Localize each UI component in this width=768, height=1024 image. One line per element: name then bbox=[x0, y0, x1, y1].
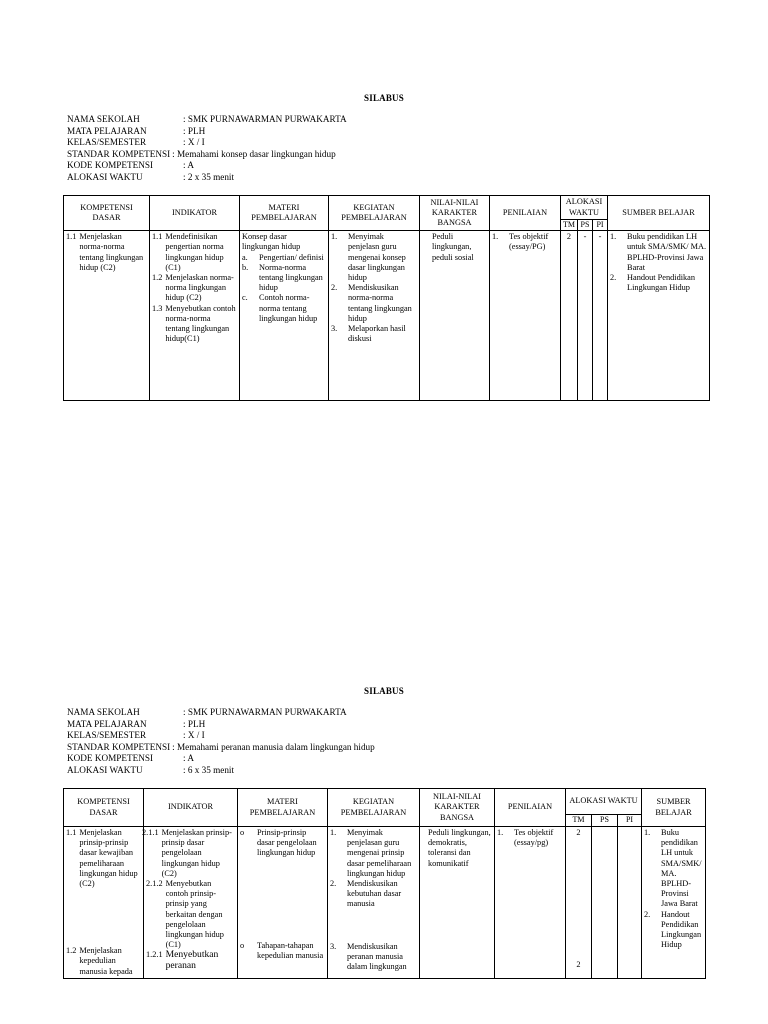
item-number: 3. bbox=[330, 941, 337, 951]
meta-row-subject bbox=[67, 719, 375, 731]
cell-tm: 2 bbox=[561, 231, 578, 401]
list-item bbox=[146, 950, 235, 970]
list-item bbox=[146, 879, 235, 950]
page-title: SILABUS bbox=[364, 93, 404, 103]
item-number: 2. bbox=[330, 879, 337, 889]
item-text: Menyebutkan contoh norma-norma tentang lingkungan hidup(C1) bbox=[165, 303, 236, 344]
header-kompetensi: KOMPETENSI DASAR bbox=[64, 789, 144, 827]
list-item bbox=[240, 941, 325, 961]
item-text: Handout Pendidikan Lingkungan Hidup bbox=[661, 909, 702, 950]
item-number: b. bbox=[242, 262, 249, 272]
list-item bbox=[610, 232, 707, 273]
header-materi: MATERI PEMBELAJARAN bbox=[240, 196, 329, 231]
item-text: Prinsip-prinsip dasar pengelolaan lingkungan hidup bbox=[257, 828, 317, 858]
meta-value: : 2 x 35 menit bbox=[183, 171, 235, 182]
meta-value: : SMK PURNAWARMAN PURWAKARTA bbox=[183, 707, 347, 717]
list-item bbox=[644, 828, 703, 910]
kd-number: 1.2 bbox=[66, 946, 77, 956]
item-text: Norma-norma tentang lingkungan hidup bbox=[259, 262, 323, 293]
tm-value: 2 bbox=[576, 960, 581, 970]
item-text: Mendiskusikan norma-norma tentang lingkungan hidup bbox=[348, 283, 412, 323]
item-text: Melaporkan hasil diskusi bbox=[348, 324, 406, 344]
item-text: Mendiskusikan kebutuhan dasar manusia bbox=[347, 879, 402, 909]
list-item bbox=[152, 304, 237, 345]
item-text: Menjelaskan norma-norma lingkungan hidup (C2) bbox=[165, 273, 234, 303]
meta-value: : X / I bbox=[183, 730, 205, 741]
header-kompetensi: KOMPETENSI DASAR bbox=[64, 196, 150, 231]
header-penilaian: PENILAIAN bbox=[490, 196, 561, 231]
header-ps: PS bbox=[578, 220, 593, 231]
item-text: Tes objektif (essay/PG) bbox=[509, 232, 549, 252]
cell-nilai bbox=[420, 231, 490, 401]
meta-row-subject bbox=[67, 126, 347, 138]
item-number: 1. bbox=[330, 828, 337, 837]
cell-pi bbox=[618, 827, 642, 979]
list-item bbox=[331, 283, 417, 324]
cell-materi bbox=[240, 231, 329, 401]
materi-intro: Konsep dasar lingkungan hidup bbox=[242, 232, 301, 252]
meta-label: MATA PELAJARAN bbox=[67, 718, 147, 729]
header-tm: TM bbox=[566, 815, 592, 827]
list-item bbox=[142, 828, 235, 879]
bullet-icon: o bbox=[240, 828, 245, 837]
bullet-icon: o bbox=[240, 940, 245, 950]
meta-block bbox=[67, 114, 347, 184]
item-text: Mendefinisikan pengertian norma lingkungan hidup (C1) bbox=[165, 232, 224, 272]
list-item bbox=[242, 263, 326, 294]
item-text: Mendiskusikan peranan manusia dalam lingkungan bbox=[347, 941, 407, 972]
table-row bbox=[64, 827, 706, 979]
meta-label: ALOKASI WAKTU bbox=[67, 764, 143, 775]
item-number: 2.1.1 bbox=[142, 828, 159, 837]
meta-value: : SMK PURNAWARMAN PURWAKARTA bbox=[183, 114, 347, 124]
meta-label: STANDAR KOMPETENSI bbox=[67, 148, 171, 159]
meta-value: : Memahami peranan manusia dalam lingkungan hidup bbox=[172, 741, 375, 752]
meta-label: KODE KOMPETENSI bbox=[67, 753, 154, 764]
header-ps: PS bbox=[592, 815, 618, 827]
item-text: Buku pendidikan LH untuk SMA/SMK/ MA. BPLHD-Provinsi Jawa Barat bbox=[627, 232, 707, 272]
meta-value: : A bbox=[183, 160, 194, 171]
tm-value: 2 bbox=[576, 828, 581, 837]
syllabus-table bbox=[63, 195, 710, 401]
kd-text: Menjelaskan kepedulian manusia kepada bbox=[79, 946, 133, 976]
meta-value: : PLH bbox=[183, 718, 206, 729]
kd-text: Menjelaskan prinsip-prinsip dasar kewajiban pemeliharaan lingkungan hidup (C2) bbox=[79, 828, 138, 889]
header-pi: PI bbox=[593, 220, 608, 231]
item-text: Menyimak penjelasan guru mengenai prinsip dasar pemeliharaan lingkungan hidup bbox=[347, 828, 412, 878]
item-text: Contoh norma-norma tentang lingkungan hidup bbox=[259, 293, 318, 323]
list-item bbox=[497, 828, 563, 848]
kd-text: Menjelaskan norma-norma tentang lingkungan hidup (C2) bbox=[79, 232, 144, 272]
page-title: SILABUS bbox=[364, 686, 404, 696]
header-kegiatan: KEGIATAN PEMBELAJARAN bbox=[329, 196, 420, 231]
item-text: Menyebutkan contoh prinsip-prinsip yang berkaitan dengan pengelolaan lingkungan hidup (C1) bbox=[165, 879, 224, 950]
header-penilaian: PENILAIAN bbox=[495, 789, 566, 827]
header-kegiatan: KEGIATAN PEMBELAJARAN bbox=[328, 789, 420, 827]
meta-row-time bbox=[67, 172, 347, 184]
item-text: Tes objektif (essay/pg) bbox=[514, 828, 554, 848]
cell-ps bbox=[592, 827, 618, 979]
item-text: Tahapan-tahapan kepedulian manusia bbox=[257, 940, 324, 960]
meta-row-school bbox=[67, 707, 375, 719]
item-text: Buku pendidikan LH untuk SMA/SMK/ MA. BPLHD-Provinsi Jawa Barat bbox=[661, 828, 702, 909]
table-row bbox=[64, 231, 710, 401]
meta-row-class bbox=[67, 137, 347, 149]
meta-row-time bbox=[67, 765, 375, 777]
meta-label: KODE KOMPETENSI bbox=[67, 160, 154, 171]
item-number: 2. bbox=[644, 909, 651, 919]
item-number: 1. bbox=[492, 232, 499, 242]
meta-label: ALOKASI WAKTU bbox=[67, 171, 143, 182]
meta-label: MATA PELAJARAN bbox=[67, 125, 147, 136]
list-item bbox=[331, 324, 417, 344]
item-number: 2. bbox=[610, 273, 617, 283]
item-number: 1. bbox=[644, 828, 651, 837]
header-alokasi: ALOKASI WAKTU bbox=[561, 196, 608, 220]
nilai-text: Peduli lingkungan, peduli sosial bbox=[432, 232, 474, 262]
syllabus-table bbox=[63, 788, 706, 979]
cell-sumber bbox=[642, 827, 706, 979]
list-item bbox=[152, 232, 237, 273]
item-number: 1. bbox=[610, 232, 617, 242]
meta-row-class bbox=[67, 730, 375, 742]
meta-row-code bbox=[67, 160, 347, 172]
item-text: Menyimak penjelasn guru mengenai konsep dasar lingkungan hidup bbox=[348, 232, 406, 283]
meta-value: : Memahami konsep dasar lingkungan hidup bbox=[172, 148, 336, 159]
meta-label: STANDAR KOMPETENSI bbox=[67, 741, 171, 752]
list-item bbox=[330, 942, 417, 973]
meta-label: NAMA SEKOLAH bbox=[67, 114, 140, 124]
nilai-text: Peduli lingkungan, demokratis, toleransi dan komunikatif bbox=[428, 828, 491, 868]
header-sumber: SUMBER BELAJAR bbox=[608, 196, 710, 231]
header-materi: MATERI PEMBELAJARAN bbox=[238, 789, 328, 827]
list-item bbox=[242, 253, 326, 263]
header-nilai: NILAI-NILAI KARAKTER BANGSA bbox=[420, 196, 490, 231]
meta-value: : A bbox=[183, 753, 194, 764]
item-number: 1.3 bbox=[152, 303, 163, 313]
meta-row-standard bbox=[67, 149, 347, 161]
meta-value: : X / I bbox=[183, 137, 205, 148]
cell-penilaian bbox=[495, 827, 566, 979]
meta-value: : PLH bbox=[183, 125, 206, 136]
header-indikator: INDIKATOR bbox=[144, 789, 238, 827]
cell-indikator bbox=[144, 827, 238, 979]
item-number: 2.1.2 bbox=[146, 879, 163, 889]
list-item bbox=[330, 828, 417, 879]
cell-nilai bbox=[420, 827, 495, 979]
cell-kompetensi bbox=[64, 827, 144, 979]
item-number: 1. bbox=[497, 828, 504, 837]
list-item bbox=[644, 910, 703, 951]
header-alokasi: ALOKASI WAKTU bbox=[566, 789, 642, 815]
item-number: 2. bbox=[331, 283, 338, 293]
list-item bbox=[492, 232, 558, 252]
meta-row-standard bbox=[67, 742, 375, 754]
kd-number: 1.1 bbox=[66, 232, 77, 242]
cell-penilaian bbox=[490, 231, 561, 401]
item-text: Menyebutkan peranan bbox=[165, 949, 219, 971]
cell-indikator bbox=[150, 231, 240, 401]
header-tm: TM bbox=[561, 220, 578, 231]
meta-label: NAMA SEKOLAH bbox=[67, 707, 140, 717]
header-nilai: NILAI-NILAI KARAKTER BANGSA bbox=[420, 789, 495, 827]
cell-materi bbox=[238, 827, 328, 979]
meta-label: KELAS/SEMESTER bbox=[67, 730, 147, 741]
list-item bbox=[331, 232, 417, 283]
meta-value: : 6 x 35 menit bbox=[183, 764, 235, 775]
item-text: Pengertian/ definisi bbox=[259, 252, 324, 262]
item-number: 1. bbox=[331, 232, 338, 242]
header-pi: PI bbox=[618, 815, 642, 827]
item-text: Menjelaskan prinsip-prinsip dasar pengelolaan lingkungan hidup (C2) bbox=[161, 828, 232, 878]
list-item bbox=[610, 273, 707, 293]
item-text: Handout Pendidikan Lingkungan Hidup bbox=[627, 273, 696, 293]
syllabus-page-2 bbox=[0, 676, 768, 1024]
item-number: c. bbox=[242, 293, 248, 303]
meta-block bbox=[67, 707, 375, 777]
meta-label: KELAS/SEMESTER bbox=[67, 137, 147, 148]
item-number: 1.2 bbox=[152, 273, 163, 283]
meta-row-code bbox=[67, 753, 375, 765]
list-item bbox=[330, 879, 417, 910]
cell-kegiatan bbox=[328, 827, 420, 979]
header-sumber: SUMBER BELAJAR bbox=[642, 789, 706, 827]
cell-kegiatan bbox=[329, 231, 420, 401]
item-number: 1.2.1 bbox=[146, 950, 163, 960]
meta-row-school bbox=[67, 114, 347, 126]
cell-sumber bbox=[608, 231, 710, 401]
list-item bbox=[240, 828, 325, 859]
item-number: a. bbox=[242, 252, 248, 262]
cell-ps: - bbox=[578, 231, 593, 401]
header-indikator: INDIKATOR bbox=[150, 196, 240, 231]
item-number: 1.1 bbox=[152, 232, 163, 242]
cell-tm bbox=[566, 827, 592, 979]
cell-pi: - bbox=[593, 231, 608, 401]
cell-kompetensi bbox=[64, 231, 150, 401]
list-item bbox=[242, 293, 326, 324]
kd-number: 1.1 bbox=[66, 828, 77, 837]
item-number: 3. bbox=[331, 324, 338, 334]
list-item bbox=[152, 273, 237, 304]
